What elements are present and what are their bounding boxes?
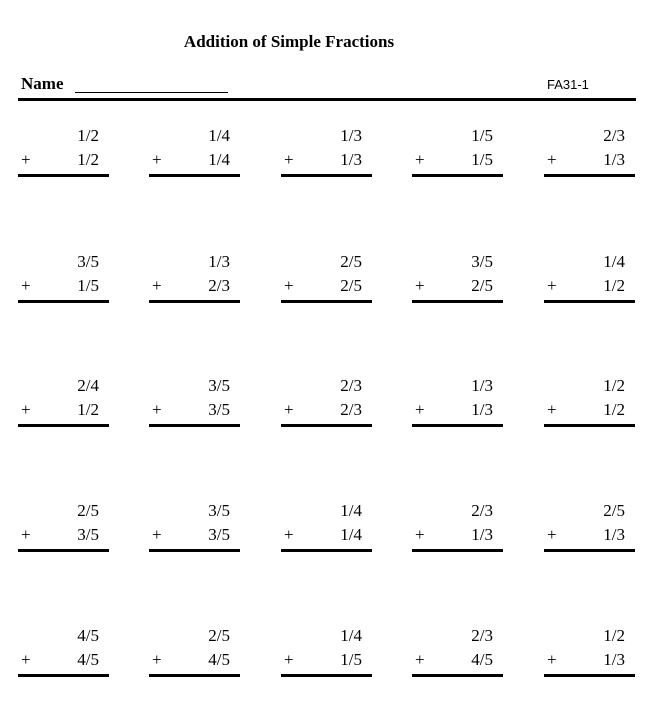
addend-top: 1/4 <box>340 626 362 645</box>
plus-sign: + <box>415 525 425 544</box>
plus-sign: + <box>21 650 31 669</box>
answer-rule <box>18 674 109 677</box>
answer-rule <box>18 549 109 552</box>
answer-rule <box>412 424 503 427</box>
plus-sign: + <box>415 400 425 419</box>
addend-top: 2/3 <box>471 626 493 645</box>
plus-sign: + <box>547 150 557 169</box>
name-label: Name <box>21 74 64 93</box>
addend-top: 4/5 <box>77 626 99 645</box>
addend-top: 2/4 <box>77 376 99 395</box>
addend-top: 1/3 <box>340 126 362 145</box>
addend-bottom: 2/3 <box>208 276 230 295</box>
answer-rule <box>18 424 109 427</box>
problem <box>544 126 637 178</box>
addend-bottom: 3/5 <box>208 525 230 544</box>
plus-sign: + <box>152 650 162 669</box>
addend-bottom: 1/3 <box>603 150 625 169</box>
answer-rule <box>149 174 240 177</box>
addend-bottom: 1/4 <box>208 150 230 169</box>
addend-top: 1/2 <box>77 126 99 145</box>
addend-top: 2/5 <box>603 501 625 520</box>
problem <box>412 626 505 678</box>
plus-sign: + <box>547 525 557 544</box>
addend-bottom: 3/5 <box>77 525 99 544</box>
addend-top: 2/5 <box>77 501 99 520</box>
plus-sign: + <box>21 525 31 544</box>
answer-rule <box>281 174 372 177</box>
addend-top: 1/4 <box>208 126 230 145</box>
addend-top: 3/5 <box>471 252 493 271</box>
answer-rule <box>149 424 240 427</box>
plus-sign: + <box>415 650 425 669</box>
addend-bottom: 2/5 <box>471 276 493 295</box>
addend-bottom: 2/5 <box>340 276 362 295</box>
addend-top: 1/3 <box>208 252 230 271</box>
addend-bottom: 4/5 <box>471 650 493 669</box>
plus-sign: + <box>21 150 31 169</box>
addend-top: 2/3 <box>340 376 362 395</box>
answer-rule <box>412 549 503 552</box>
addend-top: 1/2 <box>603 626 625 645</box>
addend-bottom: 1/2 <box>77 400 99 419</box>
problem <box>281 626 374 678</box>
plus-sign: + <box>152 525 162 544</box>
answer-rule <box>544 674 635 677</box>
addend-top: 2/5 <box>340 252 362 271</box>
addend-top: 1/4 <box>603 252 625 271</box>
problem <box>149 376 242 428</box>
addend-bottom: 1/3 <box>471 400 493 419</box>
addend-bottom: 2/3 <box>340 400 362 419</box>
answer-rule <box>281 300 372 303</box>
answer-rule <box>149 674 240 677</box>
header-rule <box>18 98 636 101</box>
problem <box>412 252 505 304</box>
addend-bottom: 3/5 <box>208 400 230 419</box>
problem <box>544 252 637 304</box>
worksheet-title: Addition of Simple Fractions <box>183 32 395 51</box>
worksheet-code: FA31-1 <box>547 77 589 92</box>
answer-rule <box>18 174 109 177</box>
addend-bottom: 1/2 <box>603 400 625 419</box>
plus-sign: + <box>152 400 162 419</box>
plus-sign: + <box>284 276 294 295</box>
addend-top: 1/3 <box>471 376 493 395</box>
problem <box>281 252 374 304</box>
plus-sign: + <box>284 400 294 419</box>
addend-bottom: 1/3 <box>340 150 362 169</box>
plus-sign: + <box>21 400 31 419</box>
answer-rule <box>544 549 635 552</box>
addend-top: 3/5 <box>208 376 230 395</box>
addend-bottom: 1/3 <box>471 525 493 544</box>
addend-top: 3/5 <box>77 252 99 271</box>
plus-sign: + <box>284 650 294 669</box>
problem <box>544 376 637 428</box>
addend-bottom: 1/2 <box>77 150 99 169</box>
problem <box>149 501 242 553</box>
problem <box>18 126 111 178</box>
name-blank-line <box>75 92 228 93</box>
plus-sign: + <box>284 150 294 169</box>
answer-rule <box>149 549 240 552</box>
answer-rule <box>544 174 635 177</box>
plus-sign: + <box>547 650 557 669</box>
problem <box>544 501 637 553</box>
plus-sign: + <box>152 150 162 169</box>
problem <box>18 252 111 304</box>
problem <box>412 501 505 553</box>
problem <box>281 126 374 178</box>
answer-rule <box>412 300 503 303</box>
problem <box>18 626 111 678</box>
plus-sign: + <box>284 525 294 544</box>
addend-top: 2/3 <box>471 501 493 520</box>
addend-top: 1/2 <box>603 376 625 395</box>
answer-rule <box>149 300 240 303</box>
plus-sign: + <box>415 150 425 169</box>
answer-rule <box>281 674 372 677</box>
addend-bottom: 1/3 <box>603 525 625 544</box>
addend-top: 1/4 <box>340 501 362 520</box>
answer-rule <box>281 424 372 427</box>
problem <box>544 626 637 678</box>
plus-sign: + <box>415 276 425 295</box>
plus-sign: + <box>547 276 557 295</box>
addend-bottom: 4/5 <box>208 650 230 669</box>
problem <box>18 501 111 553</box>
addend-top: 2/5 <box>208 626 230 645</box>
addend-bottom: 1/5 <box>77 276 99 295</box>
problem <box>149 626 242 678</box>
addend-bottom: 1/5 <box>340 650 362 669</box>
problem <box>18 376 111 428</box>
addend-top: 3/5 <box>208 501 230 520</box>
problem <box>412 376 505 428</box>
answer-rule <box>544 424 635 427</box>
answer-rule <box>544 300 635 303</box>
problem <box>149 126 242 178</box>
plus-sign: + <box>152 276 162 295</box>
answer-rule <box>412 174 503 177</box>
plus-sign: + <box>547 400 557 419</box>
plus-sign: + <box>21 276 31 295</box>
problem <box>412 126 505 178</box>
addend-bottom: 1/2 <box>603 276 625 295</box>
addend-bottom: 1/3 <box>603 650 625 669</box>
addend-bottom: 4/5 <box>77 650 99 669</box>
problem <box>149 252 242 304</box>
addend-bottom: 1/4 <box>340 525 362 544</box>
addend-top: 2/3 <box>603 126 625 145</box>
answer-rule <box>412 674 503 677</box>
problem <box>281 501 374 553</box>
answer-rule <box>281 549 372 552</box>
problem <box>281 376 374 428</box>
addend-bottom: 1/5 <box>471 150 493 169</box>
addend-top: 1/5 <box>471 126 493 145</box>
answer-rule <box>18 300 109 303</box>
